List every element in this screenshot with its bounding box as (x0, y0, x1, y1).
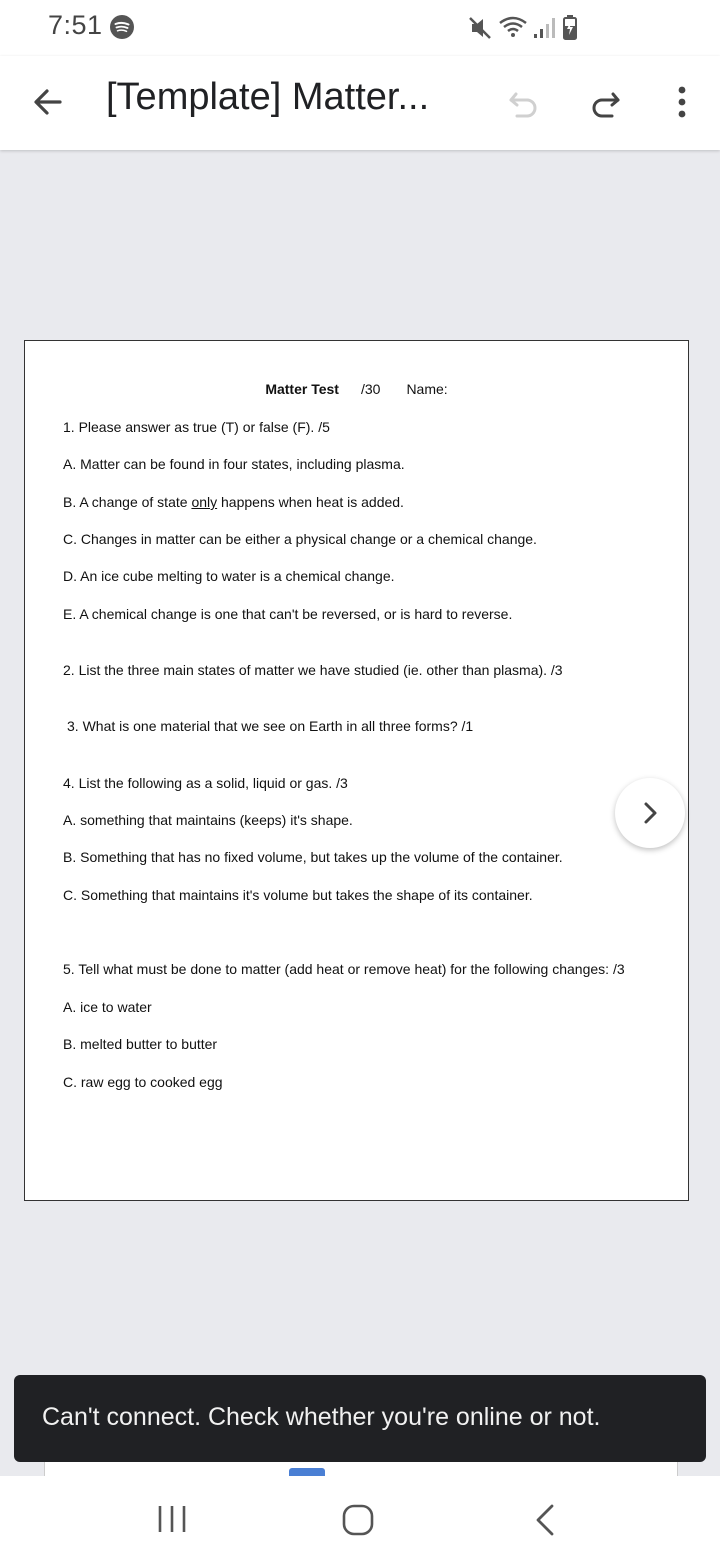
q1-a: A. Matter can be found in four states, including plasma. (63, 456, 405, 472)
document-title: [Template] Matter... (106, 76, 430, 118)
chevron-right-icon (637, 800, 663, 826)
recents-icon[interactable] (150, 1502, 194, 1536)
q5-b: B. melted butter to butter (63, 1036, 218, 1052)
q4-prompt: 4. List the following as a solid, liquid or gas. /3 (63, 775, 348, 791)
q4-c: C. Something that maintains it's volume but takes the shape of its container. (63, 887, 533, 903)
back-arrow-icon[interactable] (28, 82, 68, 122)
q2-prompt: 2. List the three main states of matter we have studied (ie. other than plasma). /3 (63, 662, 563, 678)
q5-c: C. raw egg to cooked egg (63, 1074, 223, 1090)
q1-c: C. Changes in matter can be either a physical change or a chemical change. (63, 531, 537, 547)
mute-icon (468, 14, 494, 42)
redo-icon[interactable] (586, 84, 626, 124)
q1-prompt: 1. Please answer as true (T) or false (F). /5 (63, 419, 330, 435)
battery-icon (562, 14, 578, 42)
wifi-icon (498, 14, 528, 42)
document-page[interactable] (24, 340, 689, 1201)
scroll-indicator-tab (289, 1468, 325, 1476)
spotify-icon (110, 15, 134, 39)
home-icon[interactable] (336, 1500, 380, 1540)
q4-a: A. something that maintains (keeps) it's shape. (63, 812, 353, 828)
q1-b (63, 494, 404, 510)
q3-prompt: 3. What is one material that we see on Earth in all three forms? /1 (67, 718, 474, 734)
q5-prompt: 5. Tell what must be done to matter (add heat or remove heat) for the following changes: /3 (63, 961, 625, 977)
status-time: 7:51 (48, 10, 103, 40)
back-icon[interactable] (528, 1500, 564, 1540)
system-nav-bar (0, 1476, 720, 1560)
q4-b: B. Something that has no fixed volume, but takes up the volume of the container. (63, 849, 563, 865)
q1-d: D. An ice cube melting to water is a chemical change. (63, 568, 395, 584)
undo-icon (503, 84, 543, 124)
test-header (25, 381, 688, 397)
next-page-button[interactable] (615, 778, 685, 848)
app-bar (0, 56, 720, 150)
q5-a: A. ice to water (63, 999, 152, 1015)
test-score: /30 (360, 381, 381, 397)
offline-snackbar (14, 1375, 706, 1462)
status-bar (0, 0, 720, 56)
test-title: Matter Test (265, 381, 339, 397)
q1-b-underlined: only (191, 494, 218, 510)
snackbar-message: Can't connect. Check whether you're online or not. (42, 1403, 601, 1431)
q1-e: E. A chemical change is one that can't be reversed, or is hard to reverse. (63, 606, 513, 622)
more-vert-icon[interactable] (662, 82, 702, 122)
q1-b-after: happens when heat is added. (217, 494, 404, 510)
q1-b-before: B. A change of state (63, 494, 192, 510)
signal-icon (532, 14, 558, 42)
name-label: Name: (406, 381, 448, 397)
